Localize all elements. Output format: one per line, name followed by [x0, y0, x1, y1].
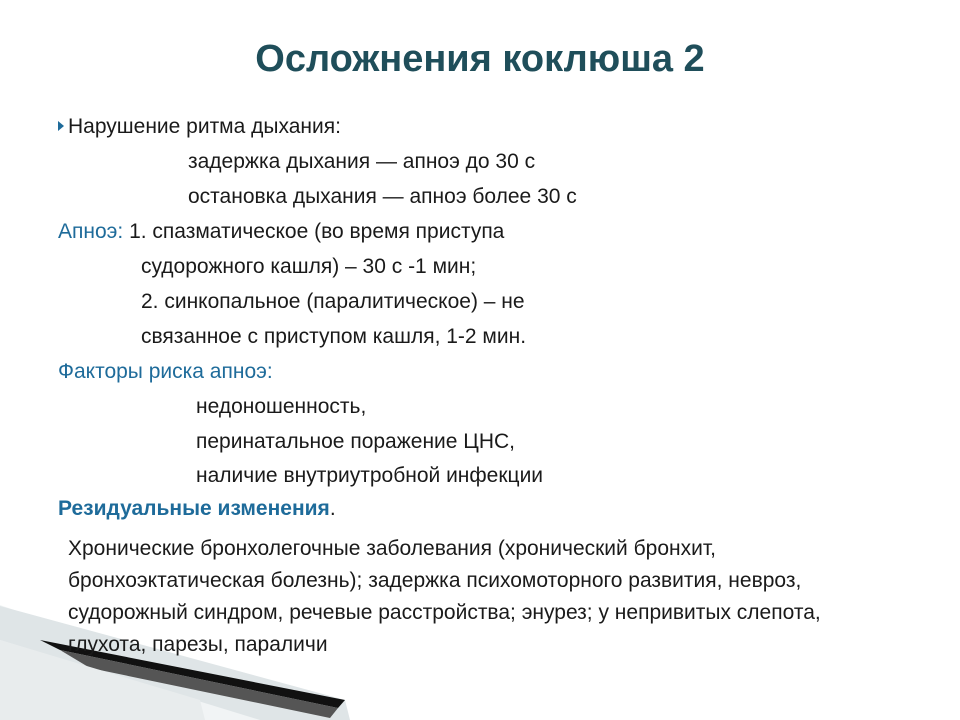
rhythm-item: остановка дыхания — апноэ более 30 с	[188, 185, 577, 208]
residual-heading-row	[58, 496, 336, 522]
risk-item: перинатальное поражение ЦНС,	[196, 430, 515, 453]
apnea-row	[58, 219, 504, 245]
apnea-line: 2. синкопальное (паралитическое) – не	[141, 290, 525, 313]
risk-item: недоношенность,	[196, 395, 367, 418]
apnea-label: Апноэ:	[58, 220, 124, 243]
rhythm-item: задержка дыхания — апноэ до 30 с	[188, 150, 536, 173]
risk-item: наличие внутриутробной инфекции	[196, 464, 544, 487]
triangle-bullet-icon	[58, 121, 64, 131]
rhythm-heading: Нарушение ритма дыхания:	[68, 115, 341, 138]
risk-heading: Факторы риска апноэ:	[58, 360, 273, 383]
apnea-line: связанное с приступом кашля, 1-2 мин.	[141, 325, 527, 348]
residual-heading: Резидуальные изменения	[58, 497, 330, 520]
residual-text: Хронические бронхолегочные заболевания (хронический бронхит, бронхоэктатическая болезнь); задержка психомоторного развития, невроз, судорожный синдром, речевые расстройства; энурез; у непривитых слепота, глухота, парезы, параличи	[68, 537, 821, 656]
apnea-line: 1. спазматическое (во время приступа	[129, 220, 505, 243]
apnea-line: судорожного кашля) – 30 с -1 мин;	[141, 255, 477, 278]
page-title: Осложнения коклюша 2	[255, 38, 705, 80]
residual-period: .	[329, 497, 336, 520]
